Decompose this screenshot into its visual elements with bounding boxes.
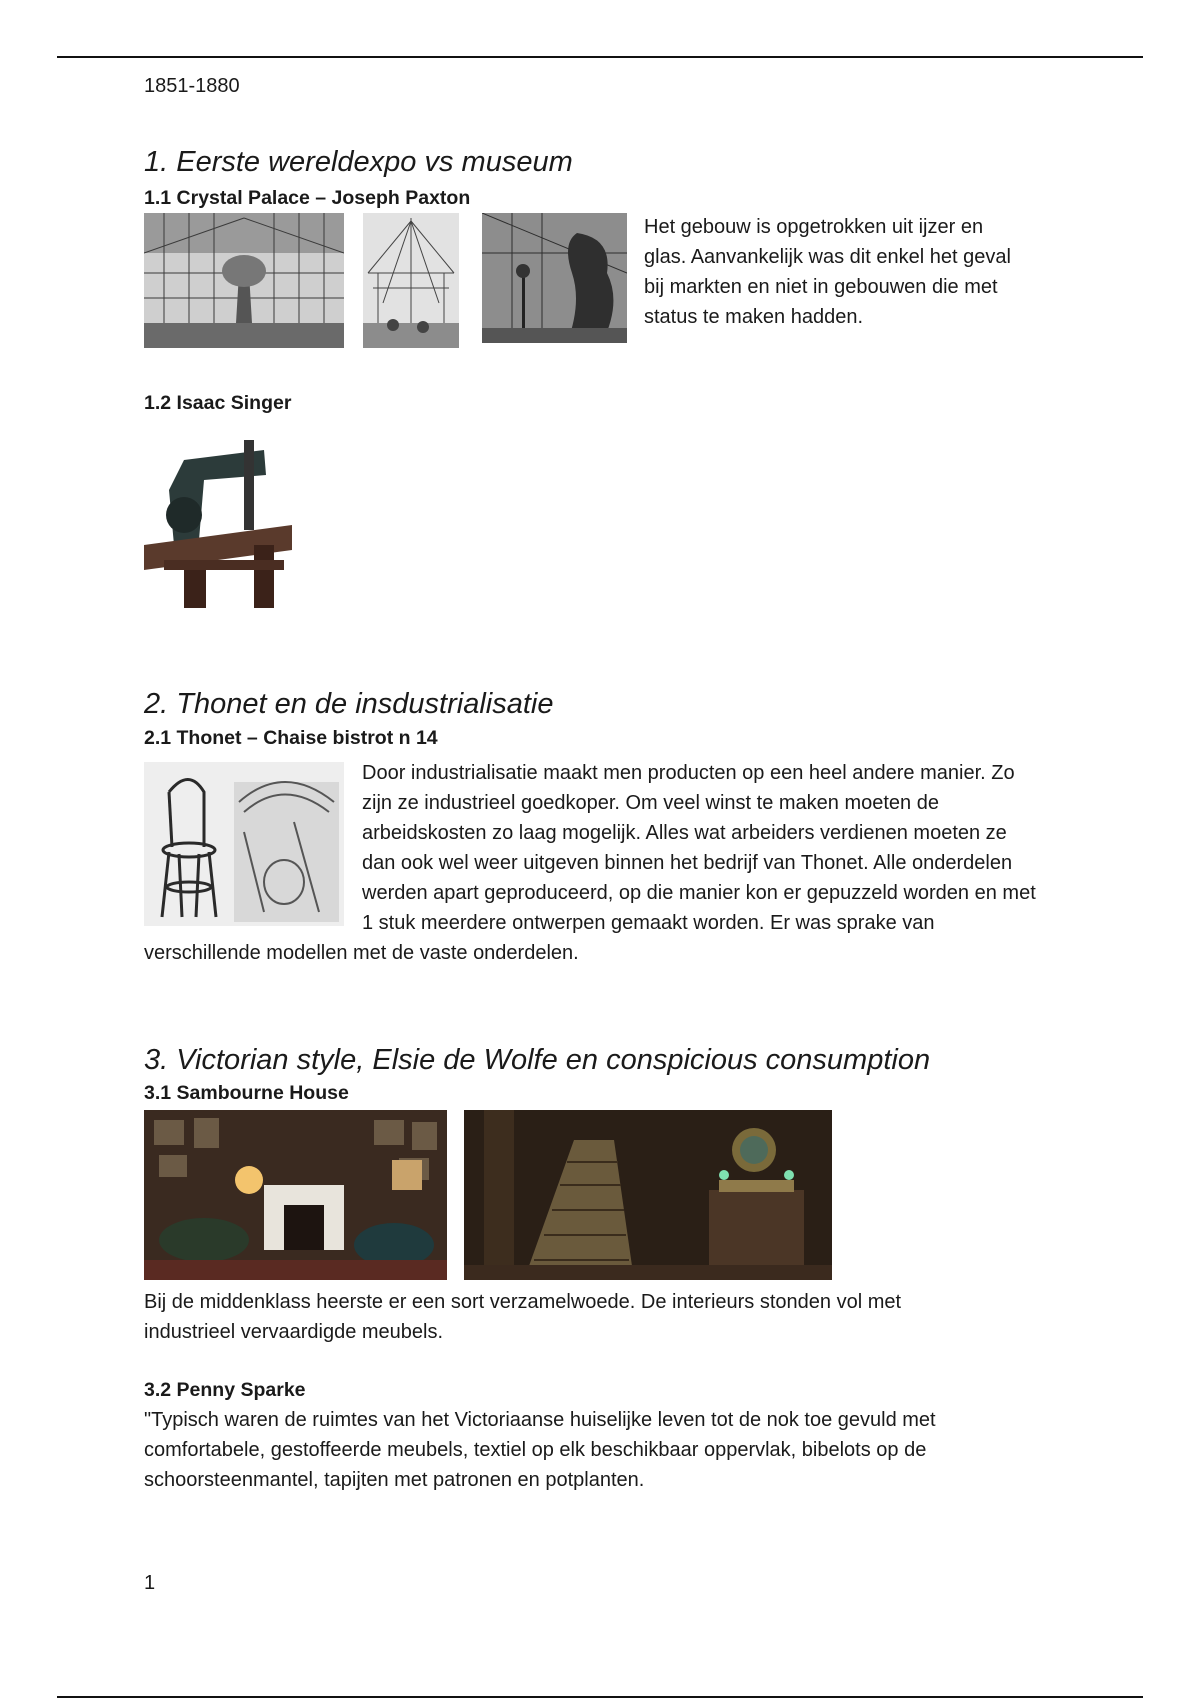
thonet-paragraph xyxy=(144,758,1044,968)
subsection-heading-1-2: 1.2 Isaac Singer xyxy=(144,392,292,414)
text-line: industrieel vervaardigde meubels. xyxy=(144,1321,444,1343)
section-title-2: 2. Thonet en de insdustrialisatie xyxy=(144,688,554,720)
text-line: comfortabele, gestoffeerde meubels, textiel op elk beschikbaar oppervlak, bibelots op de xyxy=(144,1439,927,1461)
crystal-palace-interior-photo xyxy=(144,213,344,348)
subsection-heading-3-1: 3.1 Sambourne House xyxy=(144,1082,349,1104)
sambourne-staircase-photo xyxy=(464,1110,832,1280)
subsection-heading-1-1: 1.1 Crystal Palace – Joseph Paxton xyxy=(144,187,471,209)
text-line: bij markten en niet in gebouwen die met xyxy=(644,276,998,298)
penny-sparke-quote xyxy=(144,1405,1044,1495)
top-rule xyxy=(57,56,1143,58)
text-line: Het gebouw is opgetrokken uit ijzer en xyxy=(644,216,984,238)
image-spacer xyxy=(144,758,362,936)
text-line: status te maken hadden. xyxy=(644,306,864,328)
sambourne-text xyxy=(144,1287,1044,1347)
crystal-palace-trees-photo xyxy=(482,213,627,343)
thonet-text: Door industrialisatie maakt men producten op een heel andere manier. Zo zijn ze industrieel goedkoper. Om veel winst te maken moeten de arbeidskosten zo laag mogelijk. Alles wat arbeiders verdienen moeten ze dan ook wel weer uitgeven binnen het bedrijf van Thonet. Alle onderdelen werden apart geproduceerd, op die manier kon er gepuzzeld worden en met 1 stuk meerdere ontwerpen gemaakt worden. Er was sprake van verschillende modellen met de vaste onderdelen. xyxy=(144,762,1036,964)
crystal-palace-text xyxy=(644,212,1084,332)
singer-sewing-machine-photo xyxy=(144,430,292,608)
text-line: Bij de middenklass heerste er een sort verzamelwoede. De interieurs stonden vol met xyxy=(144,1291,902,1313)
text-line: schoorsteenmantel, tapijten met patronen en potplanten. xyxy=(144,1469,645,1491)
sambourne-living-room-photo xyxy=(144,1110,447,1280)
section-title-3: 3. Victorian style, Elsie de Wolfe en conspicious consumption xyxy=(144,1044,931,1076)
subsection-heading-2-1: 2.1 Thonet – Chaise bistrot n 14 xyxy=(144,727,438,749)
text-line: glas. Aanvankelijk was dit enkel het geval xyxy=(644,246,1011,268)
bottom-rule xyxy=(57,1696,1143,1698)
subsection-heading-3-2: 3.2 Penny Sparke xyxy=(144,1379,306,1401)
section-title-1: 1. Eerste wereldexpo vs museum xyxy=(144,146,573,178)
page-number: 1 xyxy=(144,1572,156,1594)
period-label: 1851-1880 xyxy=(144,75,240,97)
text-line: "Typisch waren de ruimtes van het Victoriaanse huiselijke leven tot de nok toe gevuld met xyxy=(144,1409,936,1431)
crystal-palace-construction-photo xyxy=(363,213,459,348)
